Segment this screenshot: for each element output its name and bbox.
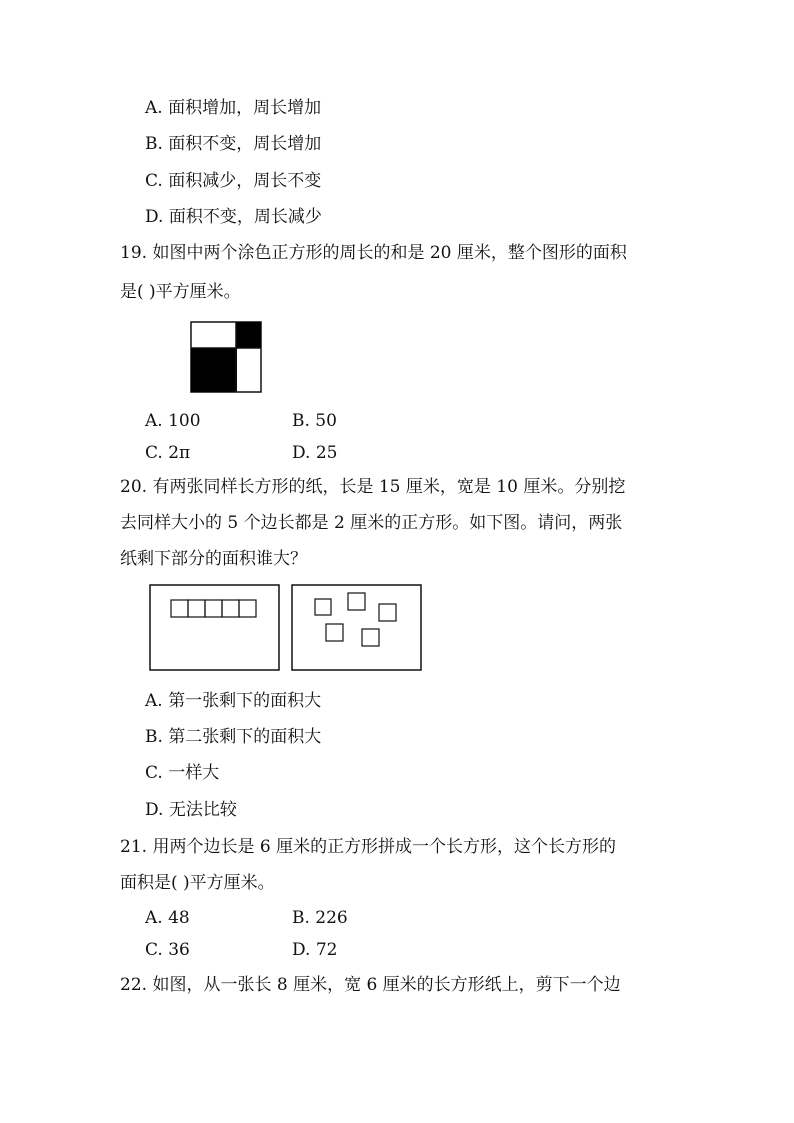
- q20-paper-two-square: [326, 624, 343, 641]
- q20-text-line1: 20. 有两张同样长方形的纸，长是 15 厘米，宽是 10 厘米。分别挖: [120, 477, 626, 497]
- q22-text-line1: 22. 如图，从一张长 8 厘米，宽 6 厘米的长方形纸上，剪下一个边: [120, 975, 621, 995]
- q20-option-a: A. 第一张剩下的面积大: [145, 691, 322, 711]
- q19-option-d: D. 25: [292, 443, 338, 463]
- q21-text-line2: 面积是( )平方厘米。: [120, 873, 275, 893]
- q20-figure: [148, 583, 424, 673]
- q20-paper-one: [150, 585, 279, 670]
- q19-text-line1: 19. 如图中两个涂色正方形的周长的和是 20 厘米，整个图形的面积: [120, 243, 627, 263]
- q19-text-line2: 是( )平方厘米。: [120, 282, 241, 302]
- q20-paper-two: [292, 585, 421, 670]
- q20-option-d: D. 无法比较: [145, 800, 237, 820]
- q21-option-d: D. 72: [292, 940, 338, 960]
- q19-small-shaded-square: [236, 322, 261, 348]
- q21-text-line1: 21. 用两个边长是 6 厘米的正方形拼成一个长方形，这个长方形的: [120, 837, 617, 857]
- q20-option-c: C. 一样大: [145, 763, 220, 783]
- q20-text-line2: 去同样大小的 5 个边长都是 2 厘米的正方形。如下图。请问，两张: [120, 513, 623, 533]
- q19-large-shaded-square: [191, 348, 237, 392]
- q21-option-c: C. 36: [145, 940, 190, 960]
- q19-figure: [190, 321, 264, 393]
- q18-option-a: A. 面积增加，周长增加: [145, 98, 322, 118]
- q20-paper-two-square: [362, 629, 379, 646]
- q20-paper-one-square: [205, 600, 222, 617]
- q18-option-d: D. 面积不变，周长减少: [145, 207, 322, 227]
- q20-paper-two-square: [348, 593, 365, 610]
- q20-text-line3: 纸剩下部分的面积谁大？: [120, 549, 307, 569]
- q20-option-b: B. 第二张剩下的面积大: [145, 727, 322, 747]
- q18-option-c: C. 面积减少，周长不变: [145, 171, 322, 191]
- q20-paper-one-square: [171, 600, 188, 617]
- q20-paper-one-square: [239, 600, 256, 617]
- q21-option-a: A. 48: [145, 908, 190, 928]
- q19-option-c: C. 2π: [145, 443, 191, 463]
- q18-option-b: B. 面积不变，周长增加: [145, 134, 322, 154]
- q20-paper-two-square: [315, 599, 331, 615]
- q20-paper-one-square: [222, 600, 239, 617]
- q20-paper-one-square: [188, 600, 205, 617]
- q20-paper-two-square: [379, 604, 396, 621]
- q19-option-b: B. 50: [292, 411, 337, 431]
- q19-option-a: A. 100: [145, 411, 201, 431]
- q21-option-b: B. 226: [292, 908, 348, 928]
